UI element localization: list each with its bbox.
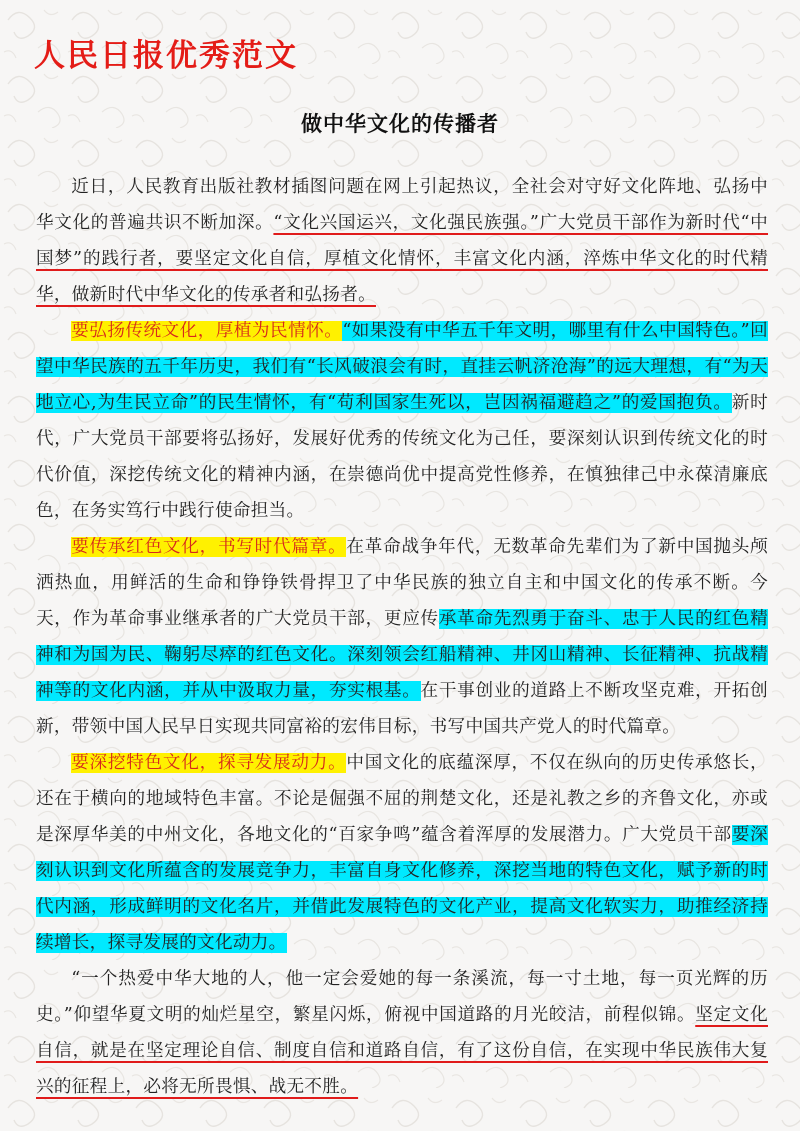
paragraph-3-heading: 要传承红色文化，书写时代篇章。 (71, 537, 347, 557)
paragraph-4 (36, 745, 768, 961)
paragraph-3 (36, 529, 768, 745)
paragraph-1-underlined: “文化兴国运兴，文化强民族强。”广大党员干部作为新时代“中国梦”的践行者，要坚定文化自信，厚植文化情怀，丰富文化内涵，淬炼中华文化的时代精华，做新时代中华文化的传承者和弘扬者。 (36, 213, 769, 305)
paragraph-2 (36, 313, 768, 529)
article-body (36, 169, 768, 1105)
paragraph-1 (36, 169, 768, 313)
page-header-title: 人民日报优秀范文 (34, 38, 298, 74)
paragraph-4-heading: 要深挖特色文化，探寻发展动力。 (71, 753, 347, 773)
paragraph-4-highlight: 要深刻认识到文化所蕴含的发展竞争力，丰富自身文化修养，深挖当地的特色文化，赋予新的时代内涵，形成鲜明的文化名片，并借此发展特色的文化产业，提高文化软实力，助推经济持续增长，探寻发展的文化动力。 (36, 825, 768, 953)
paragraph-5 (36, 961, 768, 1105)
paragraph-5-underlined: 坚定文化自信，就是在坚定理论自信、制度自信和道路自信，有了这份自信，在实现中华民族伟大复兴的征程上，必将无所畏惧、战无不胜。 (36, 1005, 768, 1097)
paragraph-2-highlight: “如果没有中华五千年文明，哪里有什么中国特色。”回望中华民族的五千年历史，我们有“长风破浪会有时，直挂云帆济沧海”的远大理想，有“为天地立心,为生民立命”的民生情怀，有“苟利国家生死以，岂因祸福避趋之”的爱国抱负。 (36, 321, 768, 413)
paragraph-1-text: 近日，人民教育出版社教材插图问题在网上引起热议，全社会对守好文化阵地、弘扬中华文化的普遍共识不断加深。 (36, 177, 768, 233)
paragraph-3-text: 在革命战争年代，无数革命先辈们为了新中国抛头颅洒热血，用鲜活的生命和铮铮铁骨捍卫了中华民族的独立自主和中国文化的传承不断。今天，作为革命事业继承者的广大党员干部，更应传 (36, 537, 768, 629)
paragraph-3-text-end: 在干事创业的道路上不断攻坚克难，开拓创新，带领中国人民早日实现共同富裕的宏伟目标，书写中国共产党人的时代篇章。 (36, 681, 768, 737)
paragraph-5-text: “一个热爱中华大地的人，他一定会爱她的每一条溪流，每一寸土地，每一页光辉的历史。”仰望华夏文明的灿烂星空，繁星闪烁，俯视中国道路的月光皎洁，前程似锦。 (36, 969, 768, 1025)
paragraph-2-heading: 要弘扬传统文化，厚植为民情怀。 (71, 321, 343, 341)
paragraph-4-text: 中国文化的底蕴深厚，不仅在纵向的历史传承悠长，还在于横向的地域特色丰富。不论是倔强不屈的荆楚文化，还是礼教之乡的齐鲁文化，亦或是深厚华美的中州文化，各地文化的“百家争鸣”蕴含着浑厚的发展潜力。广大党员干部 (36, 753, 768, 845)
paragraph-2-text: 新时代，广大党员干部要将弘扬好，发展好优秀的传统文化为己任，要深刻认识到传统文化的时代价值，深挖传统文化的精神内涵，在崇德尚优中提高党性修养，在慎独律己中永葆清廉底色，在务实笃行中践行使命担当。 (36, 393, 768, 521)
article-title: 做中华文化的传播者 (301, 111, 499, 136)
paragraph-3-highlight: 承革命先烈勇于奋斗、忠于人民的红色精神和为国为民、鞠躬尽瘁的红色文化。深刻领会红船精神、井冈山精神、长征精神、抗战精神等的文化内涵，并从中汲取力量，夯实根基。 (36, 609, 768, 701)
